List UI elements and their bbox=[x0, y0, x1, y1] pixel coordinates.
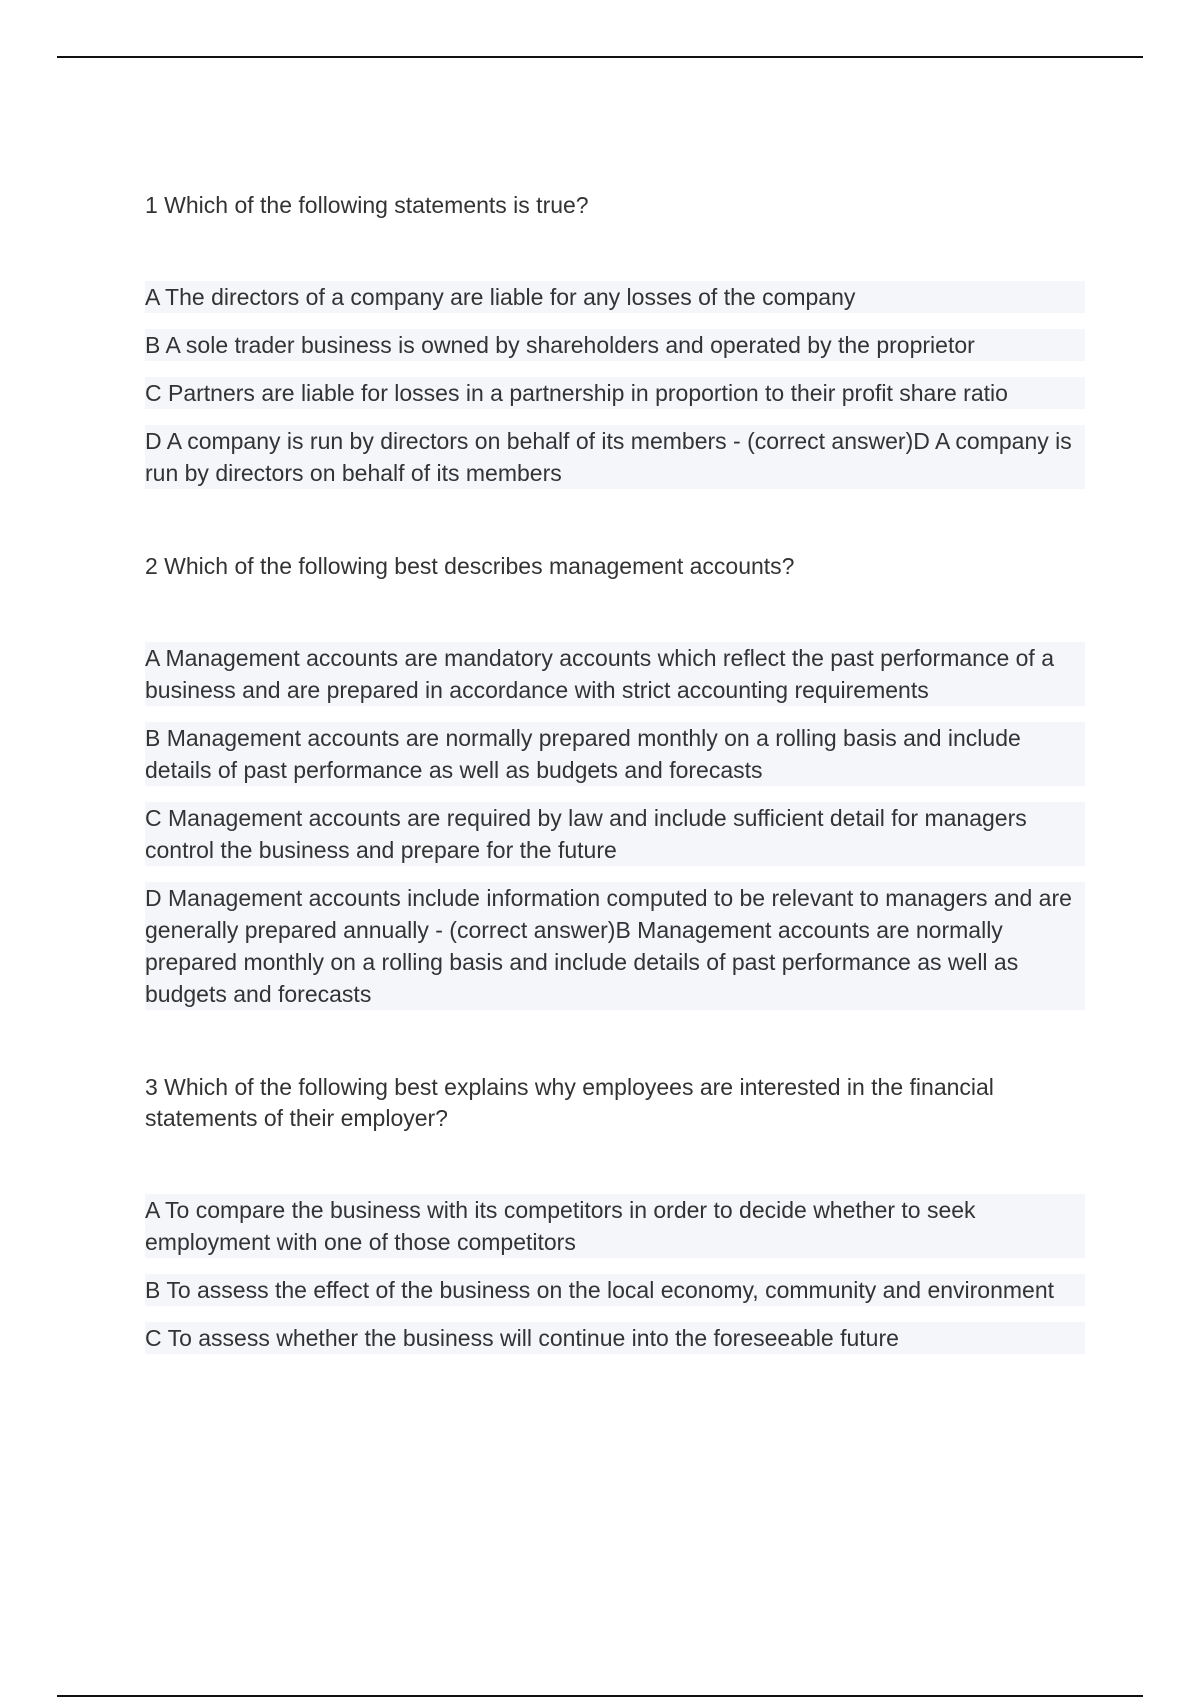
option-c: C To assess whether the business will continue into the foreseeable future bbox=[145, 1322, 1085, 1354]
question-text: 3 Which of the following best explains why employees are interested in the financial statements of their employer? bbox=[145, 1074, 994, 1131]
option-b: B Management accounts are normally prepared monthly on a rolling basis and include details of past performance as well as budgets and forecasts bbox=[145, 722, 1085, 786]
option-b: B To assess the effect of the business on the local economy, community and environment bbox=[145, 1274, 1085, 1306]
option-a: A To compare the business with its competitors in order to decide whether to seek employment with one of those competitors bbox=[145, 1194, 1085, 1258]
option-d: D Management accounts include information computed to be relevant to managers and are generally prepared annually - (correct answer)B Management accounts are normally prepared monthly on a rolling basis and include details of past performance as well as budgets and forecasts bbox=[145, 882, 1085, 1010]
option-d: D A company is run by directors on behalf of its members - (correct answer)D A company is run by directors on behalf of its members bbox=[145, 425, 1085, 489]
document-body bbox=[145, 190, 1085, 1416]
option-a: A Management accounts are mandatory accounts which reflect the past performance of a business and are prepared in accordance with strict accounting requirements bbox=[145, 642, 1085, 706]
question-text: 1 Which of the following statements is true? bbox=[145, 192, 589, 218]
bottom-rule bbox=[57, 1695, 1143, 1697]
question-1 bbox=[145, 190, 1085, 489]
top-rule bbox=[57, 56, 1143, 58]
question-3 bbox=[145, 1072, 1085, 1354]
option-c: C Management accounts are required by law and include sufficient detail for managers control the business and prepare for the future bbox=[145, 802, 1085, 866]
option-b: B A sole trader business is owned by shareholders and operated by the proprietor bbox=[145, 329, 1085, 361]
option-c: C Partners are liable for losses in a partnership in proportion to their profit share ratio bbox=[145, 377, 1085, 409]
question-text: 2 Which of the following best describes management accounts? bbox=[145, 553, 795, 579]
option-a: A The directors of a company are liable for any losses of the company bbox=[145, 281, 1085, 313]
question-2 bbox=[145, 551, 1085, 1010]
